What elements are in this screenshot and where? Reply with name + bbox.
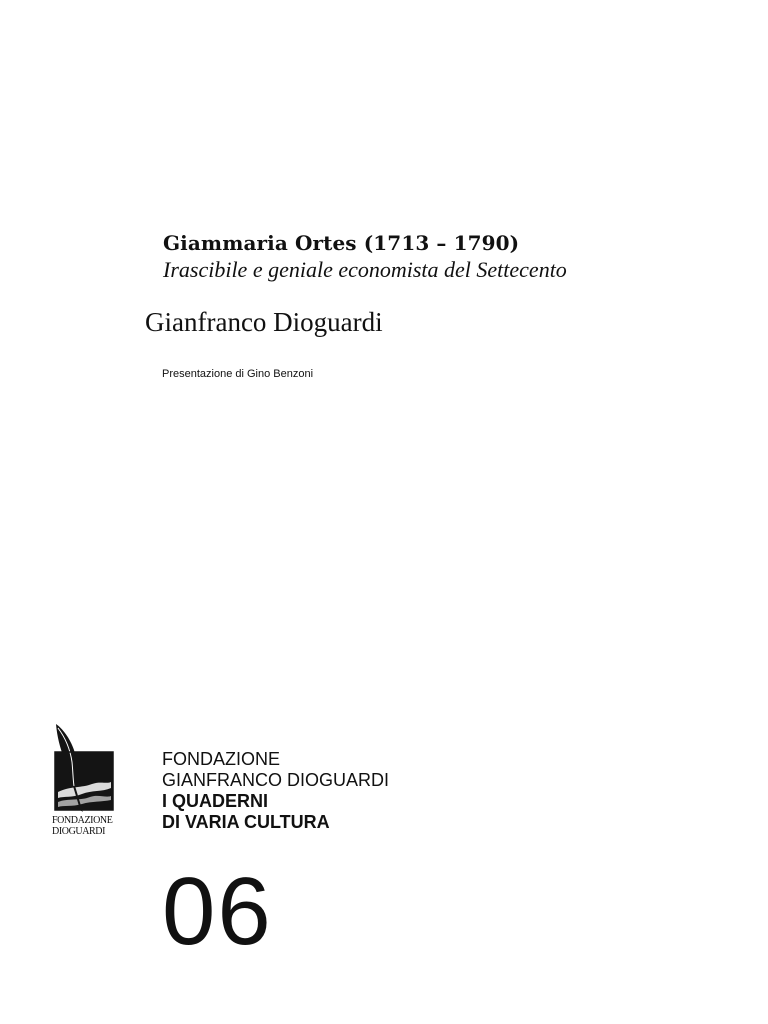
presentation-credit: Presentazione di Gino Benzoni: [162, 368, 314, 380]
series-title-line1: I QUADERNI: [162, 791, 269, 811]
publisher-logo-text: [52, 815, 118, 837]
book-author: Gianfranco Dioguardi: [145, 307, 383, 337]
series-block: [162, 749, 389, 833]
series-title-line2: DI VARIA CULTURA: [162, 812, 330, 832]
series-foundation: FONDAZIONE: [162, 749, 281, 769]
book-title: Giammaria Ortes (1713 – 1790): [163, 231, 520, 255]
publisher-logo-line2: DIOGUARDI: [52, 826, 106, 837]
series-number: 06: [162, 858, 273, 965]
title-block: [163, 230, 723, 284]
series-foundation-name: GIANFRANCO DIOGUARDI: [162, 770, 390, 790]
book-subtitle: Irascibile e geniale economista del Settecento: [163, 257, 567, 282]
publisher-logo-line1: FONDAZIONE: [52, 815, 113, 826]
